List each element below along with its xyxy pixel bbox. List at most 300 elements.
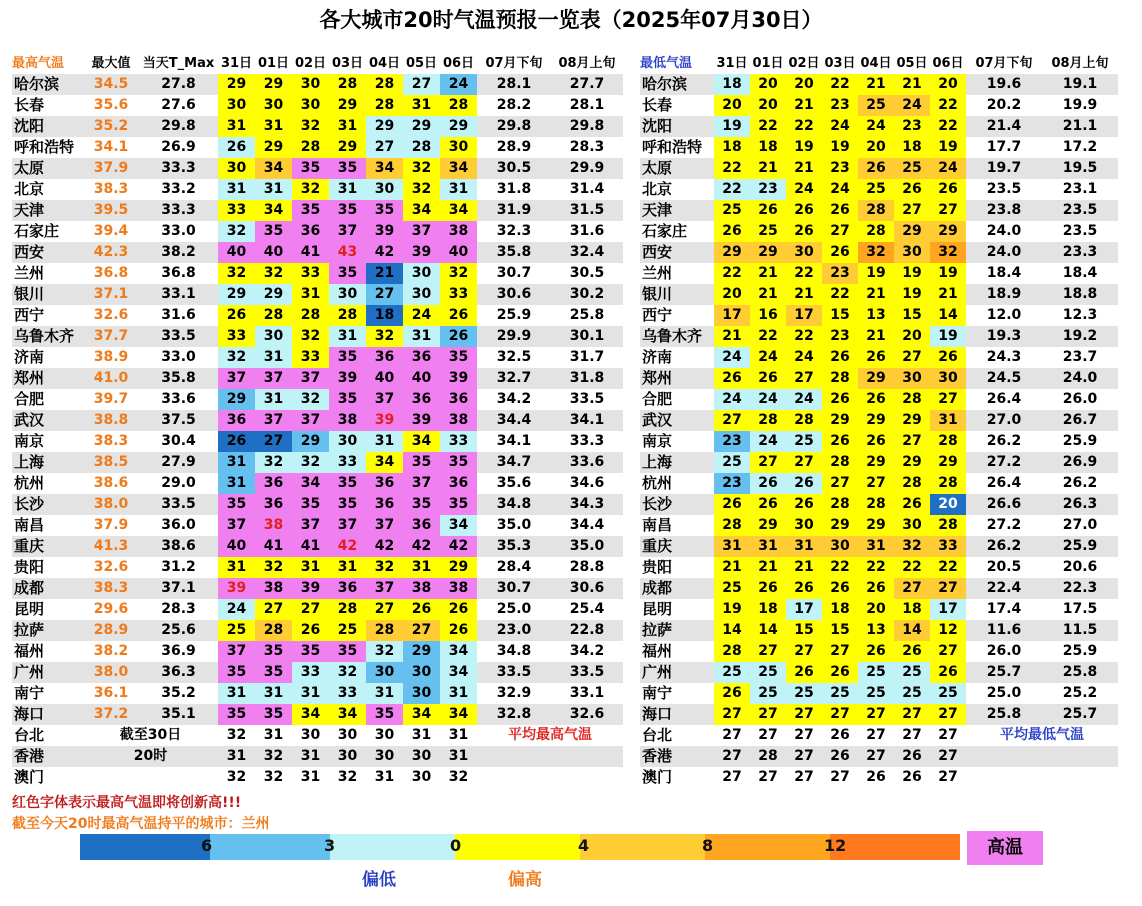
late-july-avg: 25.7 xyxy=(966,662,1042,683)
city-name: 长春 xyxy=(642,96,673,114)
forecast-cell: 35 xyxy=(255,662,292,683)
avg-label xyxy=(966,767,1118,788)
forecast-cell: 29 xyxy=(822,515,858,536)
forecast-cell: 22 xyxy=(714,263,750,284)
city-name: 拉萨 xyxy=(12,620,83,641)
forecast-cell: 14 xyxy=(930,305,966,326)
city-name: 成都 xyxy=(12,578,83,599)
forecast-cell: 26 xyxy=(714,494,750,515)
city-name: 杭州 xyxy=(642,474,673,492)
early-aug-avg: 34.6 xyxy=(569,475,605,491)
column-header: 最大值 xyxy=(91,56,131,71)
forecast-cell: 33 xyxy=(292,263,329,284)
forecast-cell: 28 xyxy=(894,389,930,410)
late-july-avg: 25.0 xyxy=(496,601,532,617)
forecast-cell: 17 xyxy=(714,305,750,326)
forecast-cell: 31 xyxy=(218,452,255,473)
forecast-cell: 32 xyxy=(440,263,477,284)
forecast-cell: 37 xyxy=(218,641,255,662)
forecast-cell: 41 xyxy=(292,242,329,263)
forecast-cell: 21 xyxy=(750,284,786,305)
column-header: 07月下旬 xyxy=(975,56,1033,71)
forecast-cell: 27 xyxy=(930,389,966,410)
late-july-avg: 28.4 xyxy=(496,559,532,575)
forecast-cell: 35 xyxy=(403,494,440,515)
early-aug-avg: 11.5 xyxy=(1042,620,1118,641)
max-record: 37.2 xyxy=(83,704,139,725)
forecast-cell: 35 xyxy=(329,473,366,494)
forecast-cell: 27 xyxy=(822,641,858,662)
forecast-cell: 32 xyxy=(366,557,403,578)
forecast-cell: 35 xyxy=(329,389,366,410)
city-name: 南昌 xyxy=(642,516,673,534)
max-record: 38.5 xyxy=(83,452,139,473)
forecast-cell: 27 xyxy=(938,769,958,785)
forecast-cell: 38 xyxy=(440,578,477,599)
forecast-cell: 37 xyxy=(329,221,366,242)
forecast-cell: 29 xyxy=(403,116,440,137)
forecast-cell: 30 xyxy=(894,368,930,389)
forecast-cell: 29 xyxy=(822,410,858,431)
table-row xyxy=(12,74,623,95)
late-july-avg: 35.0 xyxy=(496,517,532,533)
today-tmax: 33.2 xyxy=(161,181,196,197)
forecast-cell: 27 xyxy=(894,347,930,368)
early-aug-avg: 23.3 xyxy=(1042,242,1118,263)
table-row xyxy=(12,431,623,452)
forecast-cell: 20 xyxy=(714,284,750,305)
forecast-cell: 42 xyxy=(366,536,403,557)
forecast-cell: 33 xyxy=(329,683,366,704)
forecast-cell: 31 xyxy=(448,727,469,743)
table-row xyxy=(12,200,623,221)
max-record: 38.0 xyxy=(83,494,139,515)
late-july-avg: 11.6 xyxy=(966,620,1042,641)
early-aug-avg: 25.4 xyxy=(569,601,605,617)
forecast-cell: 26 xyxy=(858,578,894,599)
table-row xyxy=(12,179,623,200)
table-row xyxy=(12,116,623,137)
forecast-cell: 33 xyxy=(440,284,477,305)
late-july-avg: 26.2 xyxy=(986,433,1022,449)
early-aug-avg: 27.0 xyxy=(1062,517,1098,533)
forecast-cell: 29 xyxy=(930,452,966,473)
forecast-cell: 32 xyxy=(292,452,329,473)
forecast-cell: 24 xyxy=(930,158,966,179)
table-row xyxy=(640,473,1118,494)
forecast-cell: 30 xyxy=(366,662,403,683)
table-row xyxy=(12,683,623,704)
early-aug-avg: 34.3 xyxy=(551,494,623,515)
early-aug-avg: 19.5 xyxy=(1042,158,1118,179)
max-record: 36.1 xyxy=(93,685,129,701)
forecast-cell: 32 xyxy=(337,769,358,785)
table-row xyxy=(12,641,623,662)
forecast-cell: 30 xyxy=(374,727,395,743)
forecast-cell: 25 xyxy=(750,683,786,704)
column-header: 06日 xyxy=(932,56,964,71)
forecast-cell: 32 xyxy=(292,389,329,410)
forecast-cell: 28 xyxy=(714,641,750,662)
early-aug-avg: 28.3 xyxy=(569,139,605,155)
table-row xyxy=(640,368,1118,389)
early-aug-avg: 33.6 xyxy=(551,452,623,473)
late-july-avg: 24.3 xyxy=(986,349,1022,365)
city-name: 呼和浩特 xyxy=(14,138,75,156)
forecast-cell: 31 xyxy=(930,410,966,431)
forecast-cell: 34 xyxy=(440,158,477,179)
today-tmax: 37.5 xyxy=(139,410,218,431)
forecast-cell: 26 xyxy=(440,620,477,641)
city-name: 北京 xyxy=(14,180,45,198)
table-row xyxy=(12,347,623,368)
city-name: 乌鲁木齐 xyxy=(640,326,714,347)
forecast-cell: 19 xyxy=(858,263,894,284)
late-july-avg: 33.5 xyxy=(477,662,551,683)
forecast-cell: 23 xyxy=(822,263,858,284)
forecast-cell: 21 xyxy=(894,74,930,95)
max-record: 34.1 xyxy=(93,139,129,155)
forecast-cell: 25 xyxy=(786,683,822,704)
forecast-cell: 26 xyxy=(714,683,750,704)
city-name: 香港 xyxy=(12,746,83,767)
table-row xyxy=(640,494,1118,515)
forecast-cell: 22 xyxy=(786,116,822,137)
forecast-cell: 37 xyxy=(292,410,329,431)
forecast-cell: 18 xyxy=(894,599,930,620)
today-tmax: 33.5 xyxy=(139,494,218,515)
forecast-cell: 21 xyxy=(714,557,750,578)
forecast-cell: 28 xyxy=(440,95,477,116)
forecast-cell: 24 xyxy=(714,389,750,410)
forecast-cell: 31 xyxy=(403,557,440,578)
early-aug-avg: 17.5 xyxy=(1062,601,1098,617)
legend-seg-slight-low xyxy=(330,834,455,860)
late-july-avg: 34.2 xyxy=(496,391,532,407)
late-july-avg: 32.5 xyxy=(496,349,532,365)
forecast-cell: 31 xyxy=(329,557,366,578)
early-aug-avg: 19.2 xyxy=(1042,326,1118,347)
forecast-cell: 19 xyxy=(930,326,966,347)
forecast-cell: 32 xyxy=(930,242,966,263)
column-header: 03日 xyxy=(331,56,364,71)
forecast-cell: 31 xyxy=(440,683,477,704)
forecast-cell: 29 xyxy=(750,515,786,536)
forecast-cell: 24 xyxy=(750,431,786,452)
city-name: 西宁 xyxy=(14,306,45,324)
forecast-cell: 34 xyxy=(366,452,403,473)
city-name: 济南 xyxy=(642,348,673,366)
forecast-cell: 27 xyxy=(930,200,966,221)
city-name: 南宁 xyxy=(642,684,673,702)
forecast-cell: 25 xyxy=(714,578,750,599)
forecast-cell: 35 xyxy=(366,704,403,725)
forecast-cell: 31 xyxy=(403,326,440,347)
city-name: 太原 xyxy=(12,158,83,179)
forecast-cell: 39 xyxy=(403,242,440,263)
avg-label xyxy=(477,746,623,767)
forecast-cell: 35 xyxy=(329,263,366,284)
city-name: 广州 xyxy=(640,662,714,683)
early-aug-avg: 25.9 xyxy=(1042,536,1118,557)
forecast-cell: 30 xyxy=(440,137,477,158)
late-july-avg: 35.6 xyxy=(496,475,532,491)
forecast-cell: 26 xyxy=(894,746,930,767)
forecast-cell: 31 xyxy=(292,683,329,704)
forecast-cell: 34 xyxy=(255,200,292,221)
forecast-cell: 28 xyxy=(329,74,366,95)
city-name: 南昌 xyxy=(14,516,45,534)
city-name: 哈尔滨 xyxy=(640,74,714,95)
tail-note: 截至30日 xyxy=(119,727,182,743)
today-tmax: 35.1 xyxy=(139,704,218,725)
city-name: 南京 xyxy=(14,432,45,450)
forecast-cell: 27 xyxy=(866,727,886,743)
forecast-cell: 31 xyxy=(403,95,440,116)
forecast-cell: 19 xyxy=(930,263,966,284)
table-row xyxy=(640,599,1118,620)
early-aug-avg: 31.5 xyxy=(551,200,623,221)
today-tmax: 33.5 xyxy=(139,326,218,347)
forecast-cell: 27 xyxy=(858,704,894,725)
forecast-cell: 34 xyxy=(440,200,477,221)
max-record: 36.8 xyxy=(93,265,129,281)
today-tmax: 33.1 xyxy=(139,284,218,305)
today-tmax: 30.4 xyxy=(161,433,196,449)
forecast-cell: 26 xyxy=(750,494,786,515)
legend-tick: 6 xyxy=(201,836,213,855)
tail-note xyxy=(83,767,218,788)
max-record: 34.5 xyxy=(83,74,139,95)
forecast-cell: 31 xyxy=(440,746,477,767)
forecast-cell: 32 xyxy=(858,242,894,263)
forecast-cell: 26 xyxy=(786,662,822,683)
forecast-cell: 39 xyxy=(366,410,403,431)
forecast-cell: 35 xyxy=(255,221,292,242)
max-record: 41.0 xyxy=(83,368,139,389)
forecast-cell: 37 xyxy=(403,221,440,242)
forecast-cell: 31 xyxy=(292,746,329,767)
forecast-cell: 27 xyxy=(255,431,292,452)
table-row xyxy=(640,767,1118,788)
forecast-cell: 38 xyxy=(440,221,477,242)
city-name: 西安 xyxy=(12,242,83,263)
forecast-cell: 26 xyxy=(894,179,930,200)
late-july-avg: 34.4 xyxy=(477,410,551,431)
table-row xyxy=(12,494,623,515)
late-july-avg: 34.7 xyxy=(477,452,551,473)
forecast-cell: 31 xyxy=(300,769,321,785)
late-july-avg: 32.3 xyxy=(496,223,532,239)
late-july-avg: 30.7 xyxy=(477,578,551,599)
city-name: 台北 xyxy=(14,726,45,744)
column-header: 最高气温 xyxy=(12,56,65,71)
avg-label: 平均最高气温 xyxy=(508,727,592,743)
early-aug-avg: 34.4 xyxy=(569,517,605,533)
table-row xyxy=(12,557,623,578)
forecast-cell: 16 xyxy=(750,305,786,326)
forecast-cell: 36 xyxy=(255,473,292,494)
forecast-cell: 36 xyxy=(366,494,403,515)
early-aug-avg: 29.8 xyxy=(551,116,623,137)
city-name: 福州 xyxy=(14,642,45,660)
legend-seg-low xyxy=(210,834,330,860)
forecast-cell: 37 xyxy=(218,368,255,389)
forecast-cell: 26 xyxy=(822,662,858,683)
forecast-cell: 31 xyxy=(374,769,395,785)
city-name: 呼和浩特 xyxy=(642,138,703,156)
forecast-cell: 22 xyxy=(750,326,786,347)
forecast-cell: 28 xyxy=(366,74,403,95)
forecast-cell: 21 xyxy=(714,326,750,347)
table-row xyxy=(640,725,1118,746)
forecast-cell: 30 xyxy=(930,368,966,389)
forecast-cell: 20 xyxy=(786,74,822,95)
forecast-cell: 19 xyxy=(714,599,750,620)
late-july-avg: 34.1 xyxy=(496,433,532,449)
forecast-cell: 26 xyxy=(786,200,822,221)
forecast-cell: 12 xyxy=(930,620,966,641)
forecast-cell: 15 xyxy=(894,305,930,326)
late-july-avg: 29.8 xyxy=(477,116,551,137)
city-name: 兰州 xyxy=(14,264,45,282)
forecast-cell: 28 xyxy=(255,305,292,326)
forecast-cell: 28 xyxy=(858,494,894,515)
forecast-cell: 35 xyxy=(366,200,403,221)
early-aug-avg: 28.8 xyxy=(569,559,605,575)
forecast-cell: 30 xyxy=(403,683,440,704)
forecast-cell: 32 xyxy=(218,347,255,368)
forecast-cell: 27 xyxy=(822,221,858,242)
forecast-cell: 21 xyxy=(930,284,966,305)
early-aug-avg: 28.1 xyxy=(569,97,605,113)
table-row xyxy=(12,242,623,263)
column-header: 31日 xyxy=(220,56,253,71)
table-row xyxy=(12,305,623,326)
forecast-cell: 28 xyxy=(366,620,403,641)
forecast-cell: 28 xyxy=(255,620,292,641)
forecast-cell: 37 xyxy=(292,515,329,536)
early-aug-avg: 33.1 xyxy=(569,685,605,701)
forecast-cell: 39 xyxy=(329,368,366,389)
forecast-cell: 22 xyxy=(750,116,786,137)
forecast-cell: 13 xyxy=(858,305,894,326)
late-july-avg: 22.4 xyxy=(966,578,1042,599)
city-name: 贵阳 xyxy=(642,558,673,576)
early-aug-avg: 25.7 xyxy=(1042,704,1118,725)
forecast-cell: 32 xyxy=(403,158,440,179)
early-aug-avg: 27.7 xyxy=(551,74,623,95)
forecast-cell: 25 xyxy=(714,452,750,473)
table-row xyxy=(12,410,623,431)
forecast-cell: 39 xyxy=(403,410,440,431)
forecast-cell: 26 xyxy=(440,305,477,326)
forecast-cell: 27 xyxy=(794,769,814,785)
forecast-cell: 27 xyxy=(403,620,440,641)
late-july-avg: 32.7 xyxy=(477,368,551,389)
forecast-cell: 24 xyxy=(858,116,894,137)
forecast-cell: 35 xyxy=(292,641,329,662)
early-aug-avg: 19.1 xyxy=(1042,74,1118,95)
forecast-cell: 20 xyxy=(750,95,786,116)
record-high-note: 红色字体表示最高气温即将创新高!!! xyxy=(12,795,242,811)
forecast-cell: 32 xyxy=(263,769,284,785)
forecast-cell: 28 xyxy=(858,221,894,242)
forecast-cell: 35 xyxy=(292,158,329,179)
city-name: 重庆 xyxy=(640,536,714,557)
today-tmax: 27.8 xyxy=(139,74,218,95)
forecast-cell: 26 xyxy=(830,727,850,743)
forecast-cell: 26 xyxy=(218,305,255,326)
late-july-avg: 18.9 xyxy=(966,284,1042,305)
forecast-cell: 27 xyxy=(366,599,403,620)
table-row xyxy=(12,515,623,536)
city-name: 沈阳 xyxy=(12,116,83,137)
forecast-cell: 38 xyxy=(329,410,366,431)
forecast-cell: 41 xyxy=(255,536,292,557)
today-tmax: 33.0 xyxy=(161,223,196,239)
forecast-cell: 23 xyxy=(750,179,786,200)
early-aug-avg: 29.9 xyxy=(551,158,623,179)
forecast-cell: 31 xyxy=(292,284,329,305)
forecast-cell: 37 xyxy=(366,389,403,410)
forecast-cell: 27 xyxy=(292,599,329,620)
column-header: 02日 xyxy=(294,56,327,71)
forecast-cell: 33 xyxy=(218,200,255,221)
forecast-cell: 30 xyxy=(366,179,403,200)
late-july-avg: 20.2 xyxy=(986,97,1022,113)
forecast-cell: 27 xyxy=(930,746,966,767)
city-name: 香港 xyxy=(640,746,714,767)
forecast-cell: 23 xyxy=(714,431,750,452)
forecast-cell: 31 xyxy=(255,116,292,137)
forecast-cell: 31 xyxy=(255,179,292,200)
forecast-cell: 26 xyxy=(858,431,894,452)
city-name: 西安 xyxy=(640,242,714,263)
forecast-cell: 39 xyxy=(218,578,255,599)
forecast-cell: 27 xyxy=(786,746,822,767)
forecast-cell: 31 xyxy=(218,473,255,494)
today-tmax: 35.2 xyxy=(161,685,196,701)
early-aug-avg: 33.3 xyxy=(569,433,605,449)
city-name: 贵阳 xyxy=(14,558,45,576)
forecast-cell: 27 xyxy=(794,727,814,743)
forecast-cell: 37 xyxy=(292,368,329,389)
forecast-cell: 18 xyxy=(714,137,750,158)
city-name: 哈尔滨 xyxy=(12,74,83,95)
forecast-cell: 29 xyxy=(292,431,329,452)
late-july-avg: 29.9 xyxy=(477,326,551,347)
late-july-avg: 27.0 xyxy=(966,410,1042,431)
forecast-cell: 27 xyxy=(714,746,750,767)
late-july-avg: 24.0 xyxy=(966,242,1042,263)
table-row xyxy=(640,578,1118,599)
table-row xyxy=(640,431,1118,452)
forecast-cell: 28 xyxy=(329,599,366,620)
forecast-cell: 21 xyxy=(858,326,894,347)
late-july-avg: 27.2 xyxy=(966,452,1042,473)
legend-tick: 12 xyxy=(824,836,847,855)
forecast-cell: 40 xyxy=(255,242,292,263)
late-july-avg: 34.8 xyxy=(477,494,551,515)
today-tmax: 37.1 xyxy=(139,578,218,599)
early-aug-avg: 30.6 xyxy=(551,578,623,599)
table-row xyxy=(640,389,1118,410)
forecast-cell: 33 xyxy=(930,536,966,557)
forecast-cell: 34 xyxy=(440,515,477,536)
table-row xyxy=(12,221,623,242)
city-name: 太原 xyxy=(640,158,714,179)
